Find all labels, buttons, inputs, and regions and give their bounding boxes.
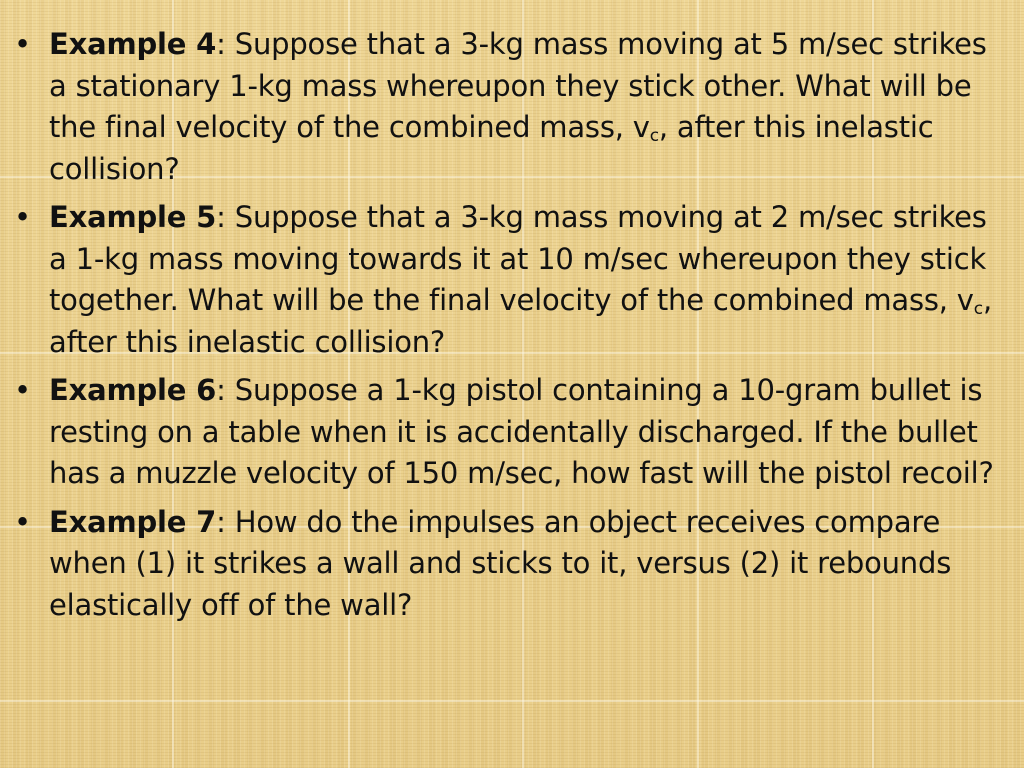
example-text: , after this inelastic collision? (49, 283, 992, 359)
example-text: : Suppose that a 3-kg mass moving at 2 m/sec strikes a 1-kg mass moving towards it at 10 m/sec whereupon they stick together. What will be the final velocity of the combined mass, v (49, 200, 987, 317)
example-item (14, 370, 1006, 495)
example-item (14, 24, 1006, 190)
example-text: : Suppose that a 3-kg mass moving at 5 m/sec strikes a stationary 1-kg mass whereupon they stick other. What will be the final velocity of the combined mass, v (49, 27, 987, 144)
example-text: : How do the impulses an object receives compare when (1) it strikes a wall and sticks to it, versus (2) it rebounds elastically off of the wall? (49, 504, 952, 622)
examples-list (14, 24, 1006, 633)
example-label: Example 4 (49, 27, 217, 61)
example-item (14, 197, 1006, 363)
example-item (14, 502, 1006, 627)
example-label: Example 7 (49, 504, 217, 539)
bullet-icon: • (14, 373, 31, 407)
bullet-icon: • (14, 27, 31, 61)
example-text: , after this inelastic collision? (49, 110, 934, 186)
subscript: c (649, 126, 659, 146)
subscript: c (973, 299, 983, 319)
example-label: Example 6 (49, 373, 217, 407)
example-text: : Suppose a 1-kg pistol containing a 10-gram bullet is resting on a table when it is accidentally discharged. If the bullet has a muzzle velocity of 150 m/sec, how fast will the pistol recoil? (49, 373, 994, 490)
bullet-icon: • (14, 200, 31, 234)
example-label: Example 5 (49, 200, 217, 234)
bullet-icon: • (14, 504, 31, 539)
